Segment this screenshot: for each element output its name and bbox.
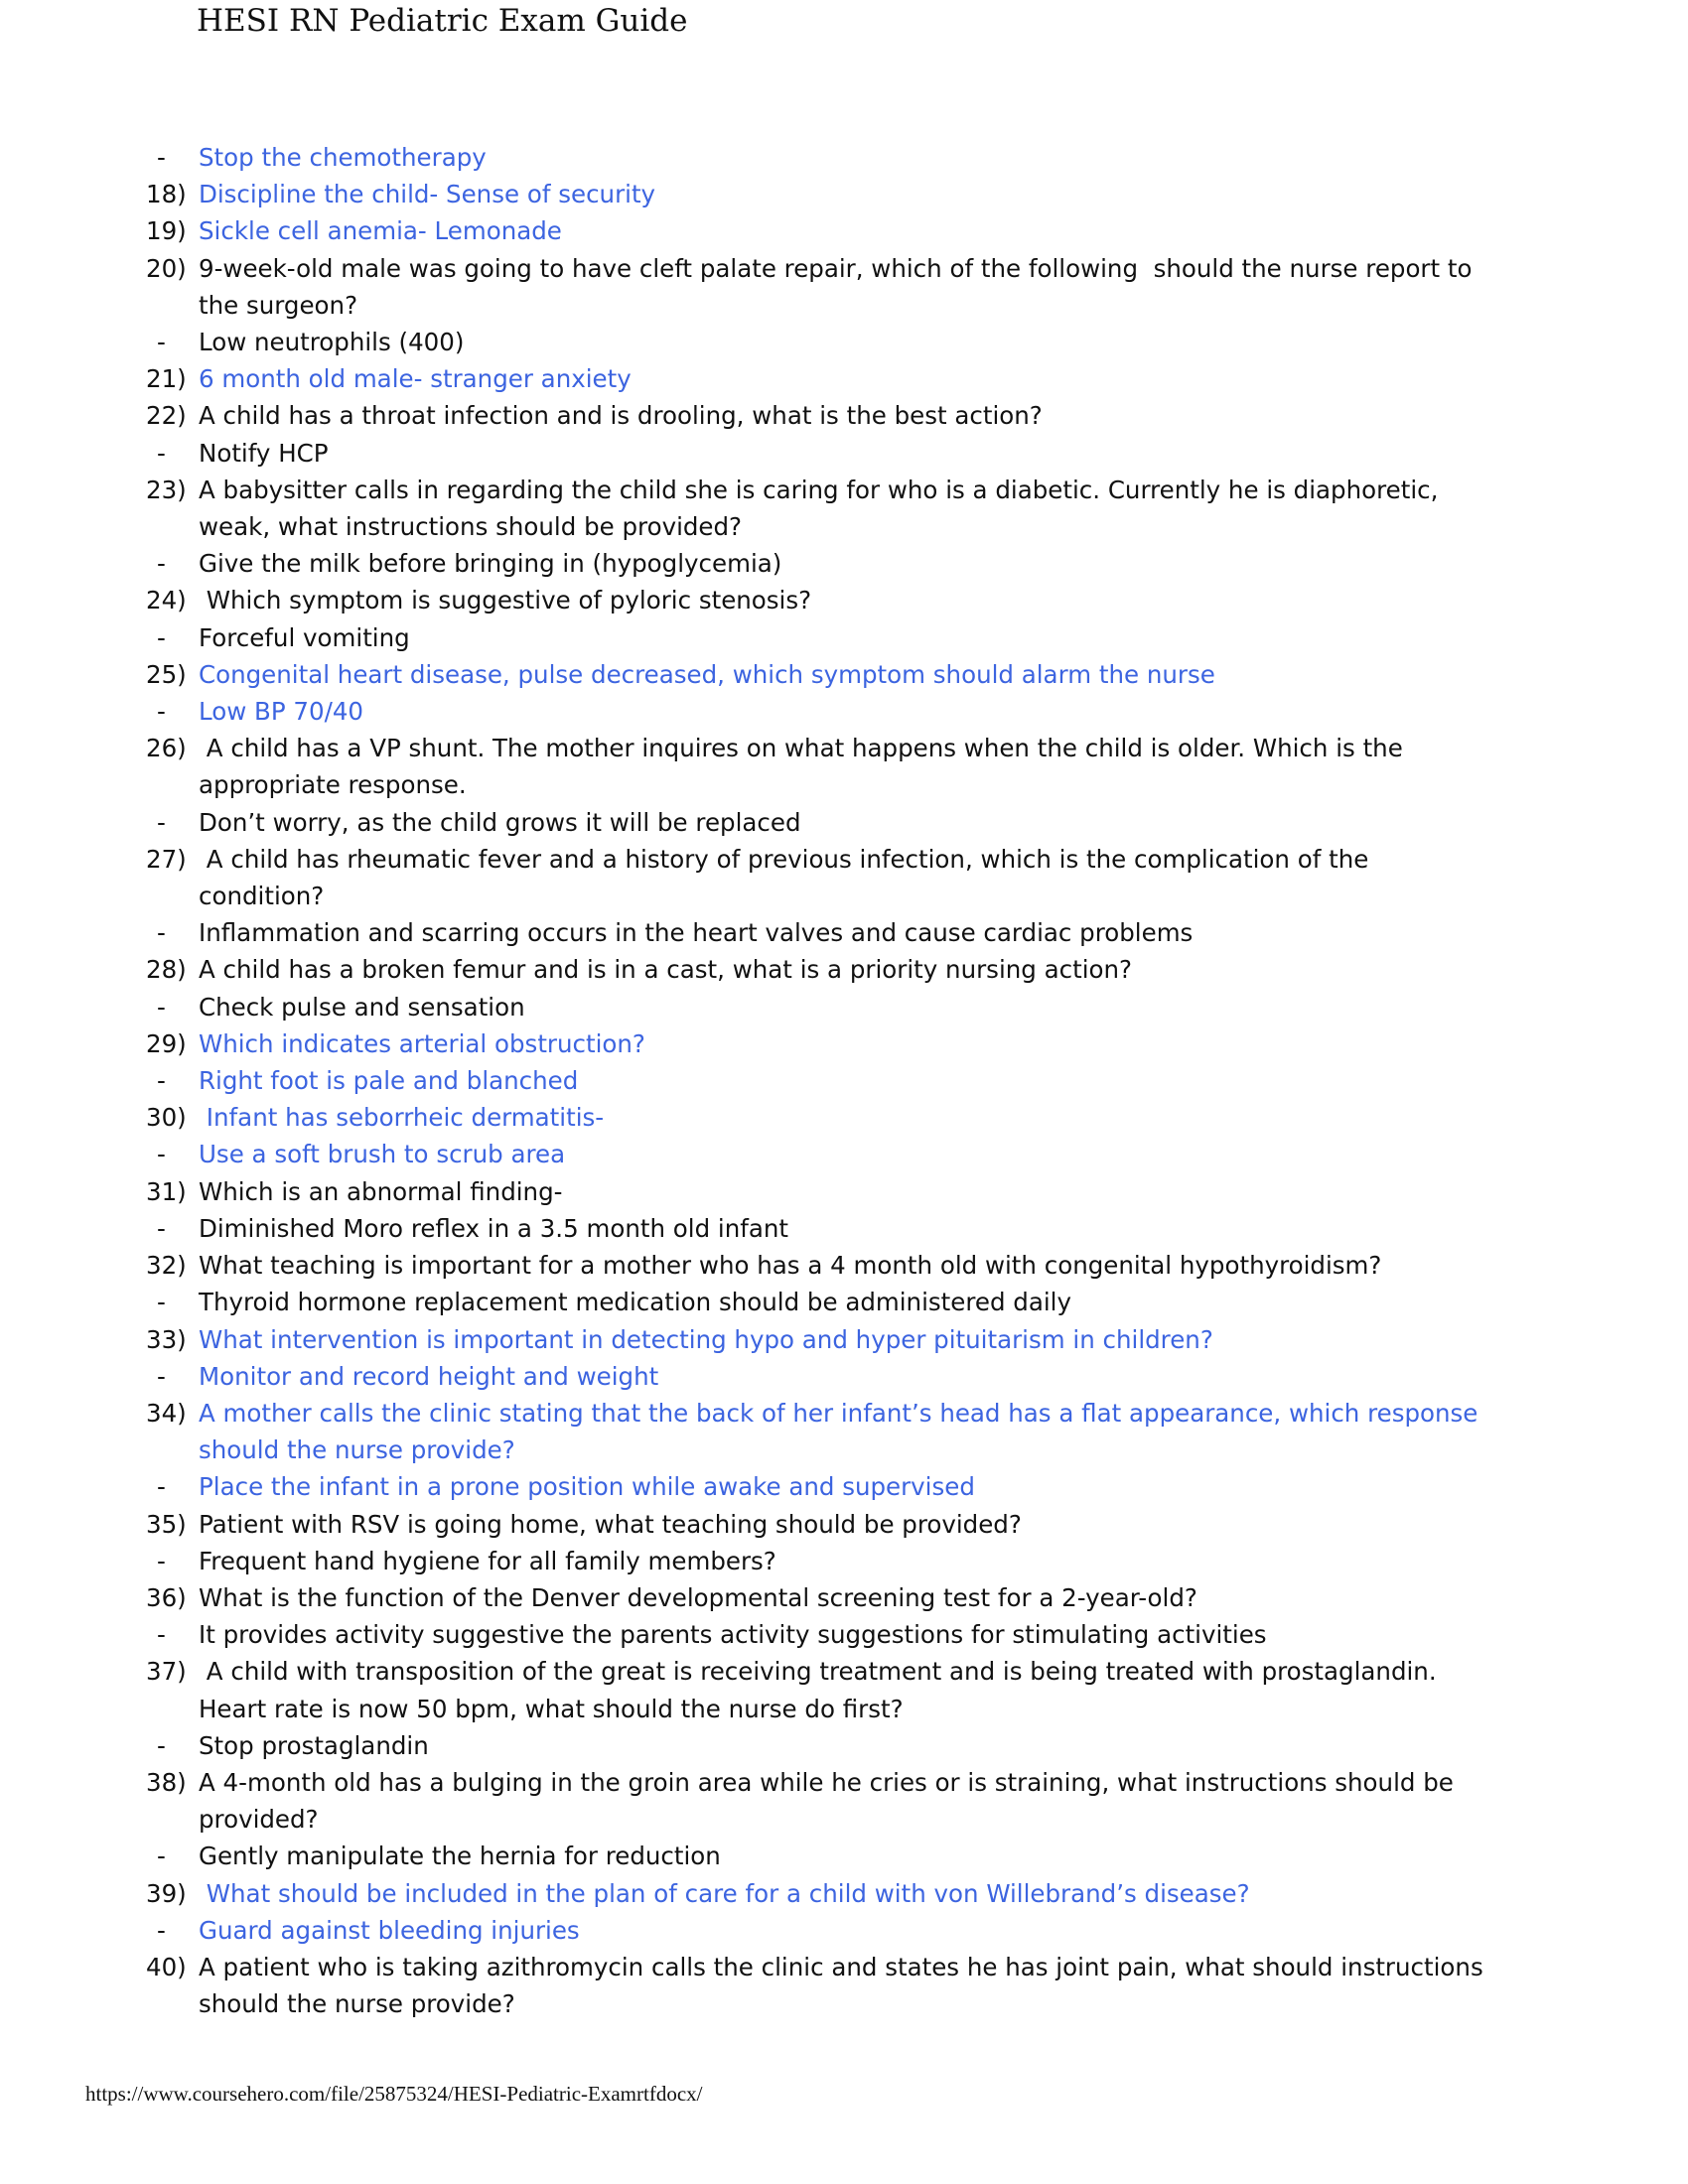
question-item — [0, 1173, 1489, 1210]
item-text: Patient with RSV is going home, what teaching should be provided? — [199, 1509, 1022, 1539]
question-item — [0, 1579, 1489, 1616]
bullet-dash: - — [157, 1213, 166, 1243]
item-text: Place the infant in a prone position while awake and supervised — [199, 1472, 975, 1502]
question-item — [0, 1025, 1489, 1062]
question-number: 23) — [146, 475, 187, 504]
answer-item — [0, 1616, 1489, 1653]
bullet-dash: - — [157, 1472, 166, 1502]
question-item — [0, 250, 1489, 324]
question-number: 18) — [146, 180, 187, 209]
question-number: 21) — [146, 364, 187, 394]
item-text: A child has a throat infection and is drooling, what is the best action? — [199, 401, 1043, 431]
item-text: What is the function of the Denver developmental screening test for a 2-year-old? — [199, 1582, 1197, 1612]
item-text: Inflammation and scarring occurs in the heart valves and cause cardiac problems — [199, 918, 1194, 948]
question-number: 38) — [146, 1767, 187, 1797]
item-text: Infant has seborrheic dermatitis- — [199, 1103, 605, 1133]
item-text: A patient who is taking azithromycin calls the clinic and states he has joint pain, what should instructions should the nurse provide? — [199, 1952, 1491, 2019]
answer-item — [0, 1136, 1489, 1172]
bullet-dash: - — [157, 438, 166, 468]
answer-item — [0, 1543, 1489, 1579]
item-text: Frequent hand hygiene for all family members? — [199, 1546, 776, 1575]
bullet-dash: - — [157, 697, 166, 727]
question-number: 28) — [146, 955, 187, 985]
item-text: Monitor and record height and weight — [199, 1361, 659, 1391]
item-text: Diminished Moro reflex in a 3.5 month old infant — [199, 1213, 789, 1243]
answer-item — [0, 435, 1489, 472]
answer-item — [0, 1468, 1489, 1505]
question-item — [0, 472, 1489, 545]
answer-item — [0, 1284, 1489, 1320]
bullet-dash: - — [157, 1140, 166, 1169]
question-number: 31) — [146, 1176, 187, 1206]
question-item — [0, 951, 1489, 988]
item-text: Discipline the child- Sense of security — [199, 180, 656, 209]
answer-item — [0, 1062, 1489, 1099]
question-item — [0, 582, 1489, 618]
item-text: A 4-month old has a bulging in the groin area while he cries or is straining, what instructions should be provided? — [199, 1767, 1462, 1835]
bullet-dash: - — [157, 143, 166, 172]
item-text: A child has a broken femur and is in a cast, what is a priority nursing action? — [199, 955, 1133, 985]
answer-item — [0, 545, 1489, 582]
bullet-dash: - — [157, 1066, 166, 1096]
item-text: 9-week-old male was going to have cleft palate repair, which of the following should the nurse report to the surgeon? — [199, 253, 1480, 320]
bullet-dash: - — [157, 622, 166, 652]
item-text: Right foot is pale and blanched — [199, 1066, 579, 1096]
answer-item — [0, 1838, 1489, 1874]
bullet-dash: - — [157, 328, 166, 357]
answer-item — [0, 1912, 1489, 1949]
item-text: Forceful vomiting — [199, 622, 410, 652]
bullet-dash: - — [157, 1730, 166, 1760]
question-number: 27) — [146, 844, 187, 874]
question-number: 29) — [146, 1028, 187, 1058]
question-number: 34) — [146, 1398, 187, 1428]
bullet-dash: - — [157, 549, 166, 579]
question-item — [0, 176, 1489, 212]
answer-item — [0, 619, 1489, 656]
item-text: Which symptom is suggestive of pyloric stenosis? — [199, 586, 812, 615]
question-number: 40) — [146, 1952, 187, 1981]
question-item — [0, 1506, 1489, 1543]
item-text: Use a soft brush to scrub area — [199, 1140, 566, 1169]
question-number: 39) — [146, 1878, 187, 1908]
item-text: A child has rheumatic fever and a history of previous infection, which is the complication of the condition? — [199, 844, 1377, 911]
item-text: Guard against bleeding injuries — [199, 1915, 580, 1945]
question-item — [0, 1764, 1489, 1838]
question-item — [0, 730, 1489, 803]
answer-item — [0, 804, 1489, 841]
bullet-dash: - — [157, 1288, 166, 1317]
bullet-dash: - — [157, 1361, 166, 1391]
item-text: Sickle cell anemia- Lemonade — [199, 216, 562, 246]
item-text: Congenital heart disease, pulse decreased, which symptom should alarm the nurse — [199, 659, 1215, 689]
question-number: 25) — [146, 659, 187, 689]
item-text: Give the milk before bringing in (hypoglycemia) — [199, 549, 782, 579]
answer-item — [0, 139, 1489, 176]
question-number: 24) — [146, 586, 187, 615]
item-text: Don’t worry, as the child grows it will be replaced — [199, 807, 801, 837]
item-text: A babysitter calls in regarding the child she is caring for who is a diabetic. Currently he is diaphoretic, weak, what instructions should be provided? — [199, 475, 1447, 542]
item-text: A child with transposition of the great is receiving treatment and is being treated with prostaglandin. Heart rate is now 50 bpm, what should the nurse do first? — [199, 1657, 1445, 1723]
source-url[interactable]: https://www.coursehero.com/file/25875324/HESI-Pediatric-Examrtfdocx/ — [85, 2082, 703, 2106]
question-number: 35) — [146, 1509, 187, 1539]
question-item — [0, 656, 1489, 693]
question-item — [0, 1875, 1489, 1912]
bullet-dash: - — [157, 1842, 166, 1871]
question-item — [0, 841, 1489, 914]
item-text: Which indicates arterial obstruction? — [199, 1028, 645, 1058]
item-text: Low BP 70/40 — [199, 697, 364, 727]
answer-item — [0, 1358, 1489, 1395]
question-item — [0, 1099, 1489, 1136]
answer-item — [0, 693, 1489, 730]
question-number: 33) — [146, 1324, 187, 1354]
question-item — [0, 397, 1489, 434]
question-number: 26) — [146, 734, 187, 763]
question-number: 32) — [146, 1251, 187, 1281]
item-text: What teaching is important for a mother who has a 4 month old with congenital hypothyroidism? — [199, 1251, 1382, 1281]
bullet-dash: - — [157, 807, 166, 837]
question-item — [0, 1653, 1489, 1726]
bullet-dash: - — [157, 992, 166, 1022]
question-item — [0, 360, 1489, 397]
question-number: 19) — [146, 216, 187, 246]
question-item — [0, 212, 1489, 249]
question-number: 36) — [146, 1582, 187, 1612]
item-text: Low neutrophils (400) — [199, 328, 465, 357]
item-text: Gently manipulate the hernia for reduction — [199, 1842, 721, 1871]
bullet-dash: - — [157, 1620, 166, 1650]
question-item — [0, 1247, 1489, 1284]
item-text: Thyroid hormone replacement medication should be administered daily — [199, 1288, 1071, 1317]
bullet-dash: - — [157, 918, 166, 948]
item-text: It provides activity suggestive the parents activity suggestions for stimulating activities — [199, 1620, 1267, 1650]
answer-item — [0, 1727, 1489, 1764]
bullet-dash: - — [157, 1546, 166, 1575]
answer-item — [0, 914, 1489, 951]
item-text: Notify HCP — [199, 438, 329, 468]
bullet-dash: - — [157, 1915, 166, 1945]
item-text: Stop prostaglandin — [199, 1730, 429, 1760]
item-text: Which is an abnormal finding- — [199, 1176, 563, 1206]
page-title: HESI RN Pediatric Exam Guide — [197, 3, 688, 39]
answer-item — [0, 324, 1489, 360]
question-item — [0, 1949, 1489, 2022]
item-text: What intervention is important in detecting hypo and hyper pituitarism in children? — [199, 1324, 1213, 1354]
answer-item — [0, 989, 1489, 1025]
item-text: A mother calls the clinic stating that the back of her infant’s head has a flat appearance, which response should the nurse provide? — [199, 1398, 1486, 1465]
question-number: 37) — [146, 1657, 187, 1687]
question-item — [0, 1395, 1489, 1468]
item-text: What should be included in the plan of care for a child with von Willebrand’s disease? — [199, 1878, 1250, 1908]
question-number: 22) — [146, 401, 187, 431]
answer-item — [0, 1210, 1489, 1247]
item-text: 6 month old male- stranger anxiety — [199, 364, 632, 394]
item-text: Stop the chemotherapy — [199, 143, 487, 172]
question-number: 30) — [146, 1103, 187, 1133]
question-number: 20) — [146, 253, 187, 283]
question-list — [0, 139, 1688, 2022]
item-text: Check pulse and sensation — [199, 992, 525, 1022]
item-text: A child has a VP shunt. The mother inquires on what happens when the child is older. Which is the appropriate response. — [199, 734, 1411, 800]
question-item — [0, 1321, 1489, 1358]
